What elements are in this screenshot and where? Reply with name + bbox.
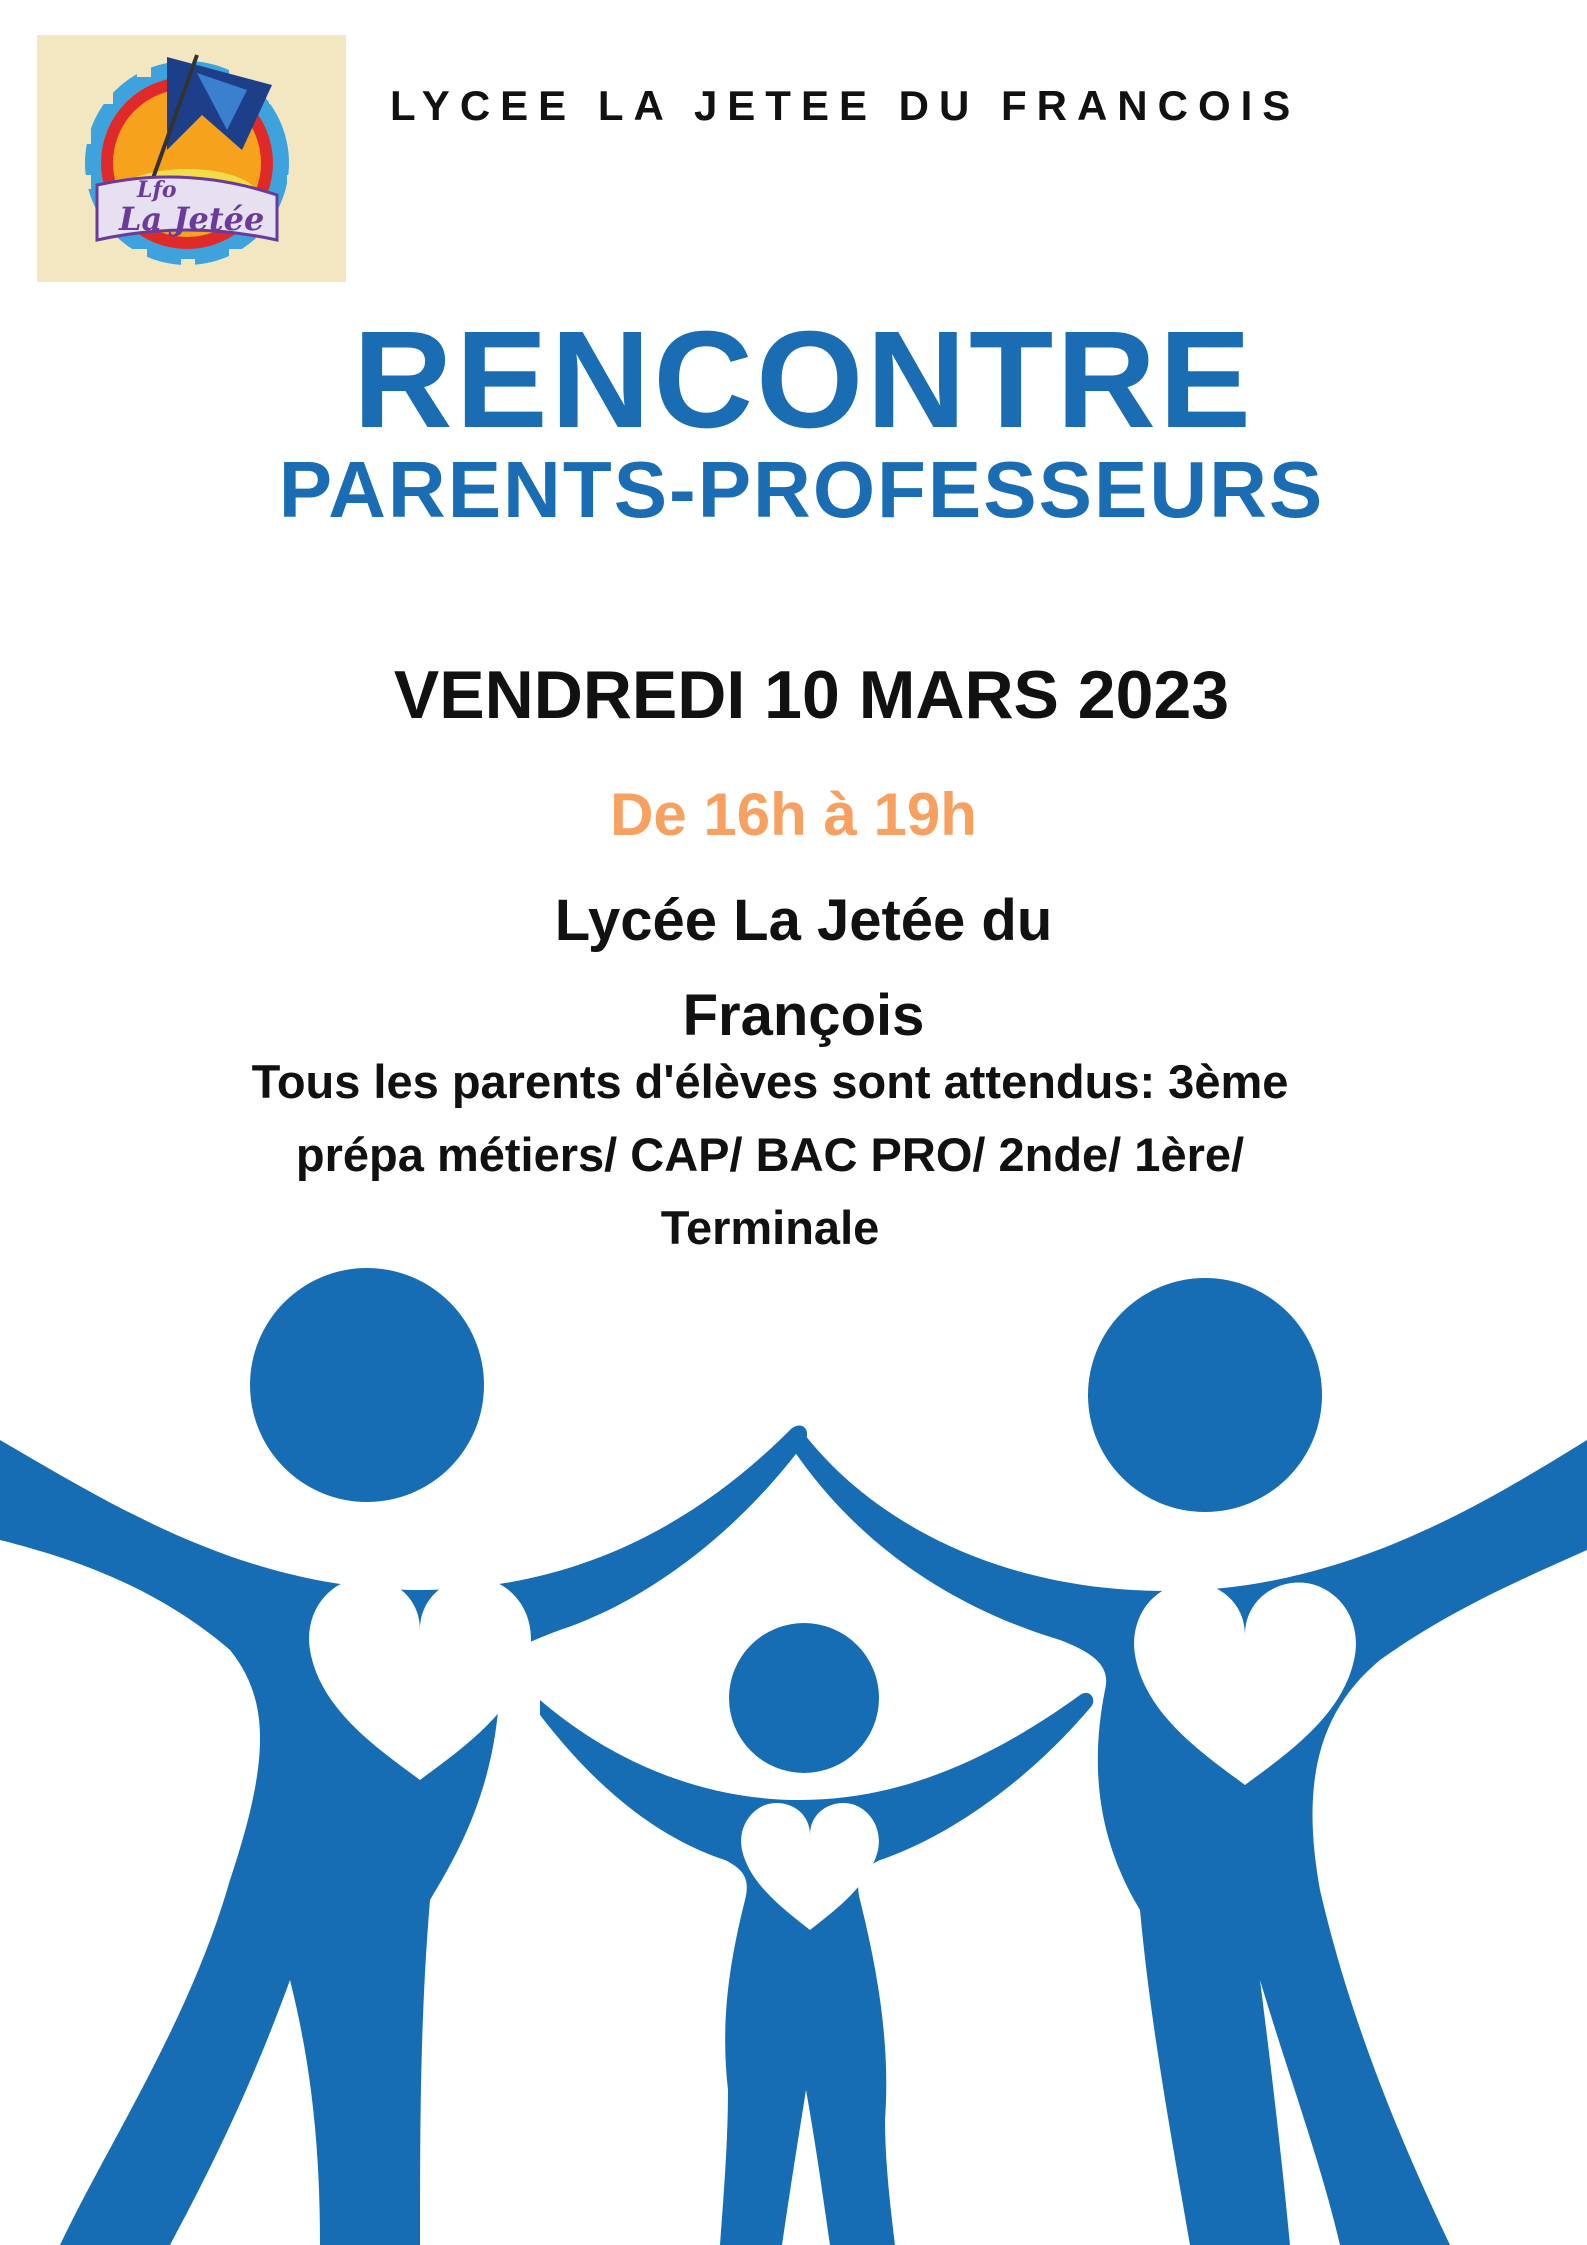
event-invitation [170, 1045, 1370, 1264]
event-place [10, 873, 1587, 1063]
invitation-line-1: Tous les parents d'élèves sont attendus: 3ème [251, 1055, 1289, 1108]
logo-text-1: Lfo [137, 177, 177, 203]
family-illustration [0, 1260, 1587, 2245]
event-date: VENDREDI 10 MARS 2023 [393, 657, 1230, 733]
invitation-line-2: prépa métiers/ CAP/ BAC PRO/ 2nde/ 1ère/ [295, 1128, 1245, 1181]
logo-text-2: La Jetée [119, 200, 265, 238]
event-place-line-1: Lycée La Jetée du [554, 888, 1053, 953]
event-time: De 16h à 19h [610, 781, 977, 848]
school-name: LYCEE LA JETEE DU FRANCOIS [390, 82, 1301, 129]
page-subtitle: PARENTS-PROFESSEURS [278, 445, 1325, 534]
event-place-line-2: François [682, 983, 925, 1048]
school-logo-icon [37, 35, 346, 282]
invitation-line-3: Terminale [660, 1201, 880, 1254]
family-figures-icon [0, 1260, 1587, 2245]
school-logo [37, 35, 346, 282]
page-title: RENCONTRE [352, 303, 1255, 457]
